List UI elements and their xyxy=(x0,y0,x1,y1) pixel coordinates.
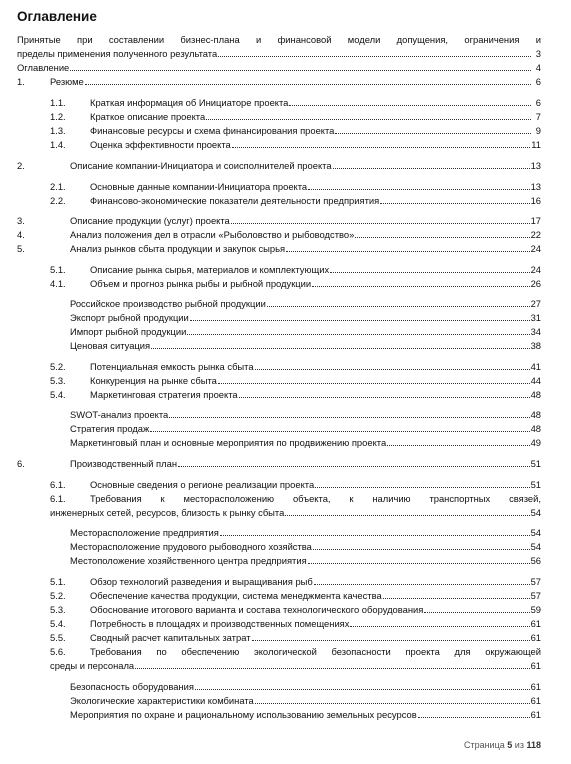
toc-dot-leader xyxy=(255,360,530,370)
footer-sep: из xyxy=(514,740,524,750)
toc-entry[interactable] xyxy=(17,478,541,491)
toc-entry-title: Стратегия продаж xyxy=(70,423,150,434)
toc-entry-title: Основные сведения о регионе реализации проекта xyxy=(90,479,315,490)
toc-entry-title: Анализ положения дел в отрасли «Рыболовство и рыбоводство» xyxy=(70,229,355,240)
toc-dot-leader xyxy=(308,180,529,190)
toc-dot-leader xyxy=(267,297,530,307)
toc-dot-leader xyxy=(286,242,530,252)
toc-entry[interactable] xyxy=(17,311,541,324)
toc-entry-number: 1.4. xyxy=(50,139,66,150)
toc-entry-title: Оценка эффективности проекта xyxy=(90,139,231,150)
toc-entry-number: 5.2. xyxy=(50,590,66,601)
toc-entry-title: инженерных сетей, ресурсов, близость к рынку сбыта xyxy=(50,507,285,518)
toc-page-number: 3 xyxy=(535,48,541,59)
toc-dot-leader xyxy=(308,554,530,564)
toc-entry-number: 4.1. xyxy=(50,278,66,289)
toc-dot-leader xyxy=(380,194,529,204)
toc-dot-leader xyxy=(218,374,530,384)
toc-entry[interactable] xyxy=(17,589,541,602)
toc-dot-leader xyxy=(195,680,530,690)
toc-entry[interactable] xyxy=(17,575,541,588)
toc-entry-text-line1: Требования к месторасположению объекта, к наличию транспортных связей, xyxy=(90,493,541,504)
toc-entry[interactable] xyxy=(17,680,541,693)
toc-page-number: 61 xyxy=(530,618,541,629)
toc-page-number: 54 xyxy=(530,541,541,552)
toc-entry-title: Потенциальная емкость рынка сбыта xyxy=(90,361,254,372)
toc-dot-leader xyxy=(255,694,530,704)
page-footer xyxy=(464,740,541,750)
toc-entry-title: Потребность в площадях и производственных помещениях xyxy=(90,618,350,629)
toc-dot-leader xyxy=(85,75,531,85)
toc-entry-title: Ценовая ситуация xyxy=(70,340,151,351)
toc-dot-leader xyxy=(218,47,531,57)
toc-page-number: 61 xyxy=(530,660,541,671)
toc-entry-title: Безопасность оборудования xyxy=(70,681,194,692)
toc-dot-leader xyxy=(231,214,530,224)
toc-dot-leader xyxy=(387,436,529,446)
toc-entry-title: Сводный расчет капитальных затрат xyxy=(90,632,251,643)
toc-entry-text-line1: Требования по обеспечению экологической безопасности проекта для окружающей xyxy=(90,646,541,657)
toc-entry-title: Конкуренция на рынке сбыта xyxy=(90,375,217,386)
toc-entry-number: 1.2. xyxy=(50,111,66,122)
toc-entry-line1 xyxy=(17,645,541,658)
toc-entry[interactable] xyxy=(17,360,541,373)
toc-page-number: 22 xyxy=(530,229,541,240)
toc-entry-title: Обзор технологий разведения и выращивания рыб xyxy=(90,576,313,587)
toc-page-number: 59 xyxy=(530,604,541,615)
toc-entry-number: 1. xyxy=(17,76,25,87)
toc-entry[interactable] xyxy=(17,297,541,310)
toc-entry[interactable] xyxy=(17,374,541,387)
toc-dot-leader xyxy=(350,617,529,627)
toc-dot-leader xyxy=(418,708,530,718)
toc-page-number: 61 xyxy=(530,709,541,720)
toc-dot-leader xyxy=(232,138,531,148)
toc-entry-title: Экологические характеристики комбината xyxy=(70,695,254,706)
toc-entry[interactable] xyxy=(17,194,541,207)
toc-entry-number: 2.1. xyxy=(50,181,66,192)
toc-entry[interactable] xyxy=(17,708,541,721)
toc-entry-title: Основные данные компании-Инициатора проекта xyxy=(90,181,308,192)
toc-entry[interactable] xyxy=(17,263,541,276)
toc-entry-number: 5.4. xyxy=(50,389,66,400)
toc-entry[interactable] xyxy=(17,214,541,227)
toc-page-number: 26 xyxy=(530,278,541,289)
toc-dot-leader xyxy=(70,61,531,71)
toc-page-number: 6 xyxy=(535,76,541,87)
toc-entry[interactable] xyxy=(17,422,541,435)
toc-page-number: 44 xyxy=(530,375,541,386)
toc-entry[interactable] xyxy=(17,603,541,616)
toc-page-number: 13 xyxy=(530,160,541,171)
toc-entry-number: 6.1. xyxy=(50,493,66,504)
toc-page-number: 24 xyxy=(530,264,541,275)
toc-page-number: 61 xyxy=(530,632,541,643)
toc-entry-title: Финансовые ресурсы и схема финансирования проекта xyxy=(90,125,335,136)
toc-entry-title: Маркетинговая стратегия проекта xyxy=(90,389,238,400)
toc-page-number: 48 xyxy=(530,389,541,400)
toc-entry-number: 1.1. xyxy=(50,97,66,108)
toc-page-number: 17 xyxy=(530,215,541,226)
toc-entry-title: Мероприятия по охране и рациональному использованию земельных ресурсов xyxy=(70,709,417,720)
toc-dot-leader xyxy=(151,339,529,349)
toc-entry[interactable] xyxy=(17,180,541,193)
toc-dot-leader xyxy=(424,603,529,613)
toc-entry-number: 2. xyxy=(17,160,25,171)
toc-dot-leader xyxy=(330,263,529,273)
toc-entry[interactable] xyxy=(17,554,541,567)
toc-entry[interactable] xyxy=(17,540,541,553)
toc-entry-title: Экспорт рыбной продукции xyxy=(70,312,189,323)
toc-page-number: 13 xyxy=(530,181,541,192)
toc-entry-title: Месторасположение прудового рыбоводного хозяйства xyxy=(70,541,312,552)
toc-entry-title: Обеспечение качества продукции, система менеджмента качества xyxy=(90,590,382,601)
toc-dot-leader xyxy=(206,110,531,120)
toc-entry-title: Описание продукции (услуг) проекта xyxy=(70,215,230,226)
toc-dot-leader xyxy=(383,589,530,599)
toc-title: Оглавление xyxy=(17,9,97,24)
toc-page-number: 54 xyxy=(530,507,541,518)
toc-page-number: 61 xyxy=(530,695,541,706)
toc-page-number: 9 xyxy=(535,125,541,136)
toc-entry-title: Импорт рыбной продукции xyxy=(70,326,187,337)
toc-entry-number: 2.2. xyxy=(50,195,66,206)
toc-dot-leader xyxy=(178,457,530,467)
toc-entry-number: 5. xyxy=(17,243,25,254)
toc-entry-number: 3. xyxy=(17,215,25,226)
toc-entry[interactable] xyxy=(17,659,541,672)
toc-entry-title: Производственный план xyxy=(70,458,177,469)
footer-label: Страница xyxy=(463,740,505,750)
toc-page-number: 34 xyxy=(530,326,541,337)
toc-entry[interactable] xyxy=(17,388,541,401)
toc-page-number: 41 xyxy=(530,361,541,372)
toc-dot-leader xyxy=(239,388,530,398)
toc-dot-leader xyxy=(285,506,529,516)
toc-entry[interactable] xyxy=(17,159,541,172)
toc-page-number: 31 xyxy=(530,312,541,323)
footer-total-pages: 118 xyxy=(526,740,541,750)
toc-entry[interactable] xyxy=(17,110,541,123)
toc-entry-title: Маркетинговый план и основные мероприятия по продвижению проекта xyxy=(70,437,387,448)
toc-entry-title: Описание компании-Инициатора и соисполнителей проекта xyxy=(70,160,332,171)
toc-entry[interactable] xyxy=(17,617,541,630)
toc-page-number: 57 xyxy=(530,590,541,601)
toc-page-number: 51 xyxy=(530,458,541,469)
toc-entry-title: Анализ рынков сбыта продукции и закупок сырья xyxy=(70,243,286,254)
toc-entry-number: 1.3. xyxy=(50,125,66,136)
toc-entry-title: среды и персонала xyxy=(50,660,135,671)
toc-entry-number: 5.1. xyxy=(50,264,66,275)
toc-entry-number: 5.3. xyxy=(50,375,66,386)
toc-dot-leader xyxy=(313,540,530,550)
toc-dot-leader xyxy=(315,478,529,488)
toc-dot-leader xyxy=(289,96,531,106)
toc-dot-leader xyxy=(169,408,529,418)
toc-entry-number: 5.2. xyxy=(50,361,66,372)
toc-entry-title: Местоположение хозяйственного центра предприятия xyxy=(70,555,307,566)
toc-entry-title: Финансово-экономические показатели деятельности предприятия xyxy=(90,195,380,206)
toc-page-number: 38 xyxy=(530,340,541,351)
toc-entry[interactable] xyxy=(17,96,541,109)
toc-page-number: 48 xyxy=(530,409,541,420)
toc-entry[interactable] xyxy=(17,694,541,707)
toc-entry[interactable] xyxy=(17,75,541,88)
toc-dot-leader xyxy=(190,311,530,321)
toc-entry[interactable] xyxy=(17,47,541,60)
toc-entry-number: 5.5. xyxy=(50,632,66,643)
toc-dot-leader xyxy=(333,159,530,169)
toc-page-number: 51 xyxy=(530,479,541,490)
toc-entry[interactable] xyxy=(17,457,541,470)
toc-page-number: 61 xyxy=(530,681,541,692)
toc-dot-leader xyxy=(252,631,530,641)
toc-entry-title: Описание рынка сырья, материалов и комплектующих xyxy=(90,264,330,275)
toc-entry-title: SWOT-анализ проекта xyxy=(70,409,169,420)
toc-page-number: 24 xyxy=(530,243,541,254)
toc-entry-title: Краткая информация об Инициаторе проекта xyxy=(90,97,289,108)
toc-page-number: 57 xyxy=(530,576,541,587)
toc-entry-number: 6.1. xyxy=(50,479,66,490)
toc-entry[interactable] xyxy=(17,339,541,352)
toc-page-number: 6 xyxy=(535,97,541,108)
toc-entry[interactable] xyxy=(17,277,541,290)
toc-page-number: 7 xyxy=(535,111,541,122)
toc-page-number: 4 xyxy=(535,62,541,73)
toc-entry-title: Месторасположение предприятия xyxy=(70,527,219,538)
toc-entry[interactable] xyxy=(17,325,541,338)
toc-entry-line1 xyxy=(17,492,541,505)
toc-entry[interactable] xyxy=(17,124,541,137)
toc-entry-number: 5.4. xyxy=(50,618,66,629)
toc-entry-number: 5.1. xyxy=(50,576,66,587)
toc-entry[interactable] xyxy=(17,506,541,519)
toc-entry-number: 5.3. xyxy=(50,604,66,615)
toc-entry[interactable] xyxy=(17,408,541,421)
toc-entry[interactable] xyxy=(17,526,541,539)
toc-entry-title: Оглавление xyxy=(17,62,70,73)
toc-entry-text-line1: Принятые при составлении бизнес-плана и финансовой модели допущения, ограничения и xyxy=(17,34,541,45)
toc-page-number: 27 xyxy=(530,298,541,309)
toc-page-number: 54 xyxy=(530,527,541,538)
toc-entry-title: Краткое описание проекта xyxy=(90,111,206,122)
toc-entry[interactable] xyxy=(17,436,541,449)
toc-dot-leader xyxy=(314,575,530,585)
toc-dot-leader xyxy=(312,277,529,287)
toc-entry[interactable] xyxy=(17,228,541,241)
toc-page-number: 48 xyxy=(530,423,541,434)
footer-current-page: 5 xyxy=(507,740,513,750)
toc-entry[interactable] xyxy=(17,242,541,255)
toc-entry-number: 6. xyxy=(17,458,25,469)
toc-dot-leader xyxy=(150,422,529,432)
toc-entry-title: пределы применения полученного результата xyxy=(17,48,218,59)
toc-entry-title: Российское производство рыбной продукции xyxy=(70,298,266,309)
toc-entry[interactable] xyxy=(17,631,541,644)
toc-entry-number: 4. xyxy=(17,229,25,240)
toc-entry-number: 5.6. xyxy=(50,646,66,657)
toc-dot-leader xyxy=(135,659,529,669)
toc-dot-leader xyxy=(335,124,531,134)
toc-dot-leader xyxy=(220,526,530,536)
toc-entry[interactable] xyxy=(17,61,541,74)
toc-page-number: 16 xyxy=(530,195,541,206)
toc-page-number: 56 xyxy=(530,555,541,566)
toc-entry-title: Обоснование итогового варианта и состава технологического оборудования xyxy=(90,604,424,615)
toc-page-number: 49 xyxy=(530,437,541,448)
toc-entry-line1 xyxy=(17,33,541,46)
toc-dot-leader xyxy=(355,228,529,238)
toc-dot-leader xyxy=(187,325,529,335)
toc-page-number: 11 xyxy=(531,139,541,150)
toc-entry[interactable] xyxy=(17,138,541,151)
toc-entry-title: Объем и прогноз рынка рыбы и рыбной продукции xyxy=(90,278,312,289)
toc-entry-title: Резюме xyxy=(50,76,84,87)
